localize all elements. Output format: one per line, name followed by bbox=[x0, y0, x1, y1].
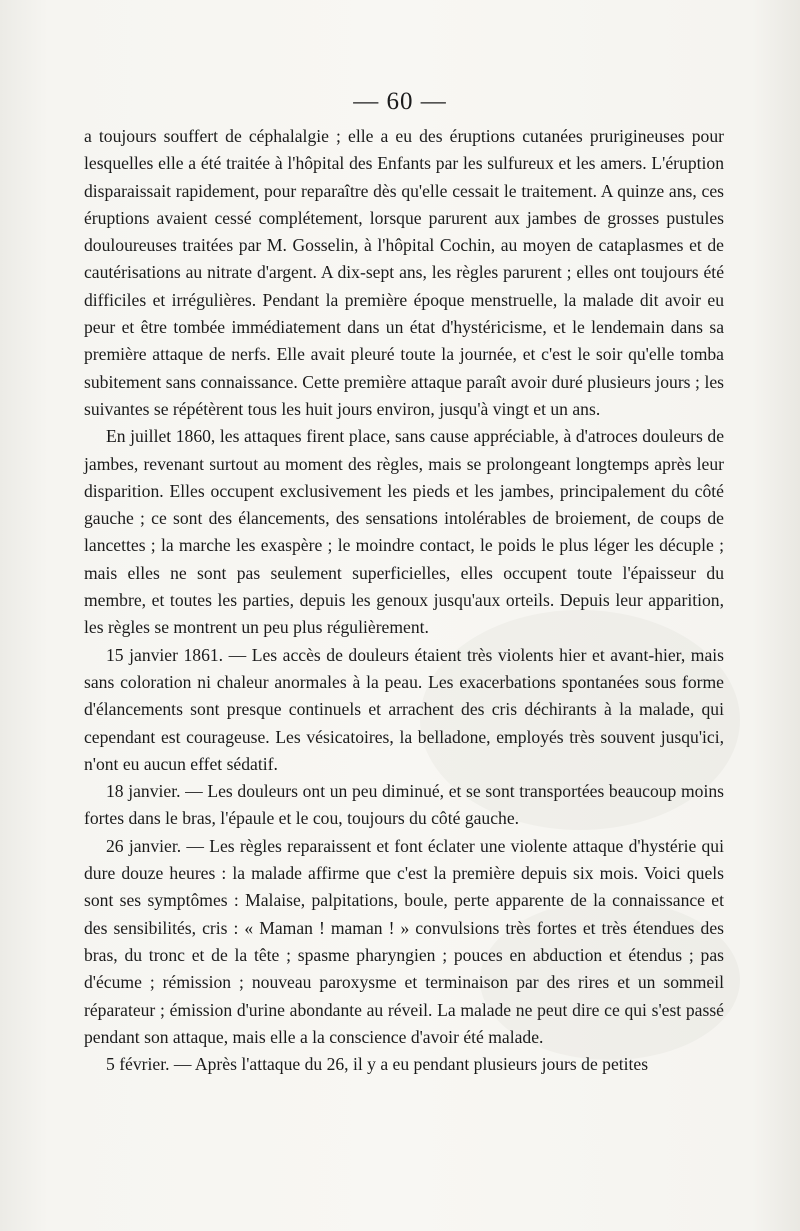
paragraph-15-janvier: 15 janvier 1861. — Les accès de douleurs étaient très violents hier et avant-hier, mais sans coloration ni chaleur anormales à la peau. Les exacerbations spontanées sous forme d'élancements sont presque continuels et arrachent des cris déchirants à la malade, qui cependant est courageuse. Les vésicatoires, la belladone, employés très souvent jusqu'ici, n'ont eu aucun effet sédatif. bbox=[84, 644, 724, 774]
paragraph-continued: a toujours souffert de céphalalgie ; elle a eu des éruptions cutanées prurigineuses pour lesquelles elle a été traitée à l'hôpital des Enfants par les sulfureux et les amers. L'éruption disparaissait rapidement, pour reparaître dès qu'elle cessait le traitement. A quinze ans, ces éruptions avaient cessé complétement, lorsque parurent aux jambes de grosses pustules douloureuses traitées par M. Gosselin, à l'hôpital Cochin, au moyen de cataplasmes et de cautérisations au nitrate d'argent. A dix-sept ans, les règles parurent ; elles ont toujours été difficiles et irrégulières. Pendant la première époque menstruelle, la malade dit avoir eu peur et être tombée immédiatement dans un état d'hystéricisme, et le lendemain dans sa première attaque de nerfs. Elle avait pleuré toute la journée, et c'est le soir qu'elle tomba subitement sans connaissance. Cette première attaque paraît avoir duré plusieurs jours ; les suivantes se répétèrent tous les huit jours environ, jusqu'à vingt et un ans. bbox=[84, 126, 724, 419]
body-text bbox=[84, 123, 724, 1078]
paragraph-july-1860: En juillet 1860, les attaques firent place, sans cause appréciable, à d'atroces douleurs de jambes, revenant surtout au moment des règles, mais se prolongeant longtemps après leur disparition. Elles occupent exclusivement les pieds et les jambes, principalement du côté gauche ; ce sont des élancements, des sensations intolérables de broiement, de coups de lancettes ; la marche les exaspère ; le moindre contact, le poids le plus léger les décuple ; mais elles ne sont pas seulement superficielles, elles occupent toute l'épaisseur du membre, et toutes les parties, depuis les genoux jusqu'aux orteils. Depuis leur apparition, les règles se montrent un peu plus régulièrement. bbox=[84, 426, 724, 638]
paragraph-26-janvier: 26 janvier. — Les règles reparaissent et font éclater une violente attaque d'hystérie qui dure douze heures : la malade affirme que c'est la première depuis six mois. Voici quels sont ses symptômes : Malaise, palpitations, boule, perte apparente de la connaissance et des sensibilités, cris : « Maman ! maman ! » convulsions très fortes et très étendues des bras, du tronc et de la tête ; spasme pharyngien ; pouces en abduction et étendus ; pas d'écume ; rémission ; nouveau paroxysme et terminaison par des rires et un sommeil réparateur ; émission d'urine abondante au réveil. La malade ne peut dire ce qui s'est passé pendant son attaque, mais elle a la conscience d'avoir été malade. bbox=[84, 835, 724, 1047]
page-number: — 60 — bbox=[353, 88, 447, 115]
paragraph-5-fevrier: 5 février. — Après l'attaque du 26, il y a eu pendant plusieurs jours de petites bbox=[106, 1054, 649, 1075]
paragraph-18-janvier: 18 janvier. — Les douleurs ont un peu diminué, et se sont transportées beaucoup moins fortes dans le bras, l'épaule et le cou, toujours du côté gauche. bbox=[84, 781, 724, 829]
